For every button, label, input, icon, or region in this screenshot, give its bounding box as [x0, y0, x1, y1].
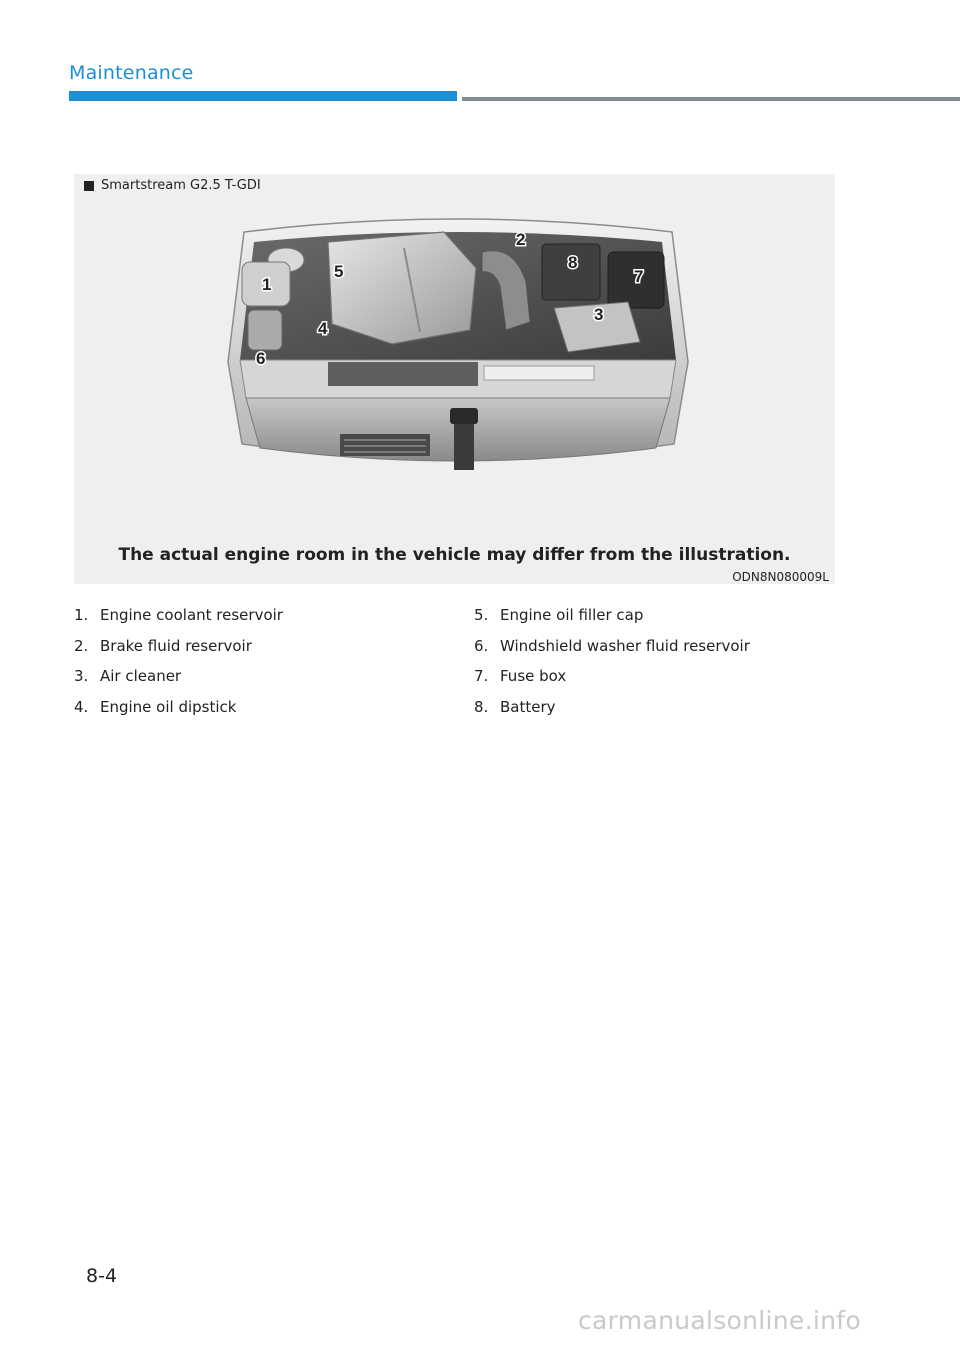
header-rule: [462, 97, 960, 101]
callout-8: 8: [568, 253, 578, 272]
engine-figure: [74, 174, 835, 584]
list-item: [74, 667, 283, 698]
callout-7: 7: [634, 267, 644, 286]
callout-6: 6: [256, 349, 266, 368]
list-item-number: 7.: [474, 667, 489, 685]
list-item-label: Engine oil dipstick: [100, 697, 237, 716]
legend-left: [74, 606, 283, 728]
callout-4: 4: [318, 319, 328, 338]
list-item-number: 8.: [474, 697, 489, 716]
list-item-label: Brake fluid reservoir: [100, 636, 252, 655]
callout-1: 1: [262, 275, 272, 294]
figure-code: ODN8N080009L: [732, 570, 829, 584]
engine-room-illustration: [224, 212, 692, 508]
list-item-label: Fuse box: [500, 667, 567, 685]
callout-5: 5: [334, 262, 344, 281]
figure-caption: The actual engine room in the vehicle may differ from the illustration.: [118, 545, 791, 565]
list-item-label: Windshield washer fluid reservoir: [500, 636, 750, 655]
list-item-number: 4.: [74, 697, 89, 716]
watermark: carmanualsonline.info: [578, 1306, 861, 1335]
list-item-number: 2.: [74, 636, 89, 655]
legend-right: [474, 606, 750, 728]
list-item: [474, 667, 750, 698]
list-item: [474, 698, 750, 729]
list-item: [74, 606, 283, 637]
figure-heading: [84, 178, 261, 193]
list-item-label: Air cleaner: [100, 667, 182, 685]
callout-2: 2: [516, 230, 526, 249]
section-title: Maintenance: [69, 62, 194, 84]
list-item-label: Engine coolant reservoir: [100, 606, 283, 624]
page-number: 8-4: [86, 1265, 118, 1287]
figure-heading-text: Smartstream G2.5 T-GDI: [101, 178, 261, 193]
list-item-number: 5.: [474, 606, 489, 624]
header-rule-accent: [69, 91, 457, 101]
list-item-number: 1.: [74, 606, 89, 624]
list-item-label: Engine oil filler cap: [500, 606, 644, 624]
list-item-number: 6.: [474, 636, 489, 655]
list-item-number: 3.: [74, 667, 89, 685]
square-bullet-icon: [84, 181, 94, 191]
list-item-label: Battery: [500, 697, 556, 716]
list-item: [74, 637, 283, 668]
callout-3: 3: [594, 305, 604, 324]
list-item: [74, 698, 283, 729]
list-item: [474, 606, 750, 637]
list-item: [474, 637, 750, 668]
